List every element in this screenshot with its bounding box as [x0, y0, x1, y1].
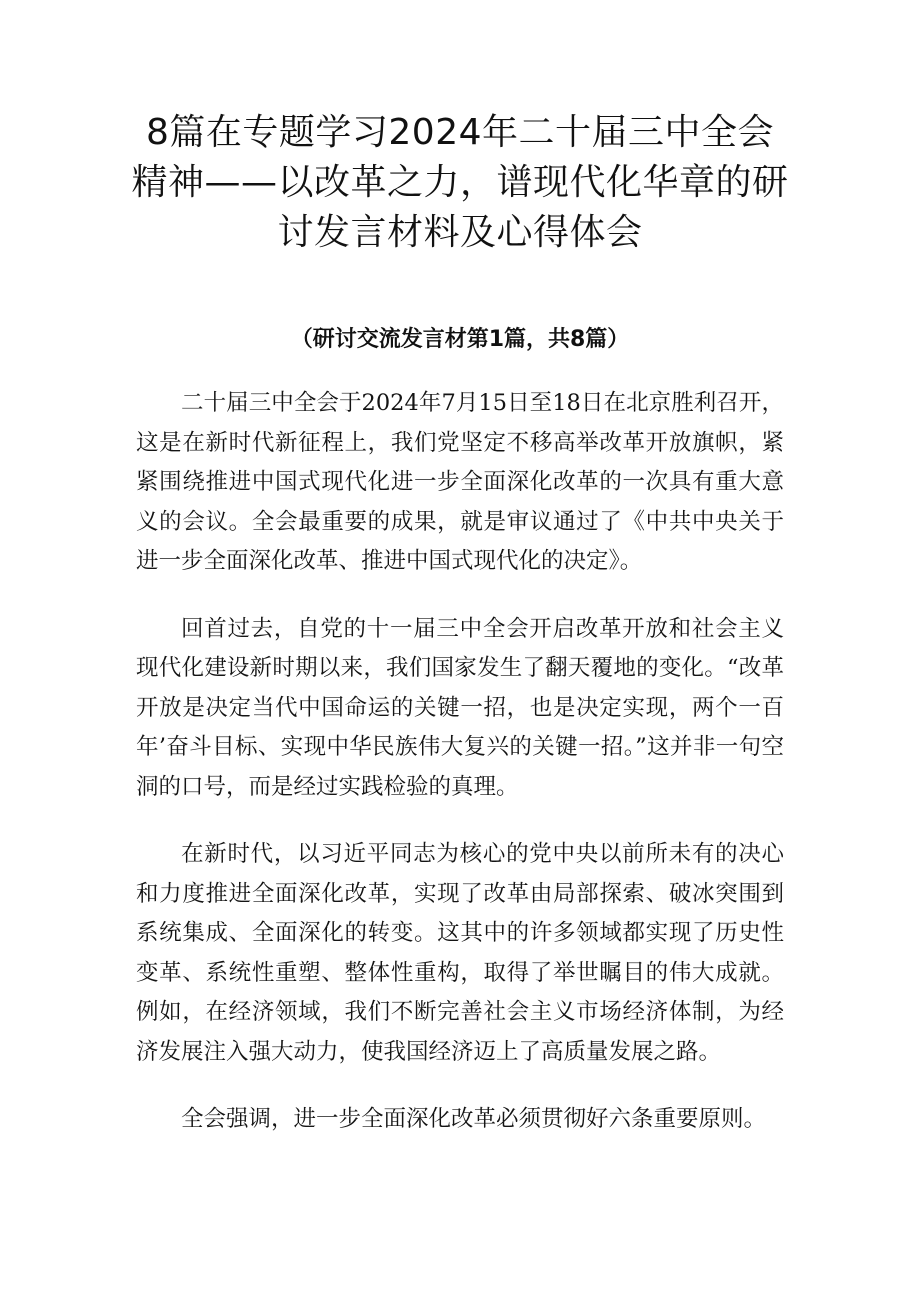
document-title: 8篇在专题学习2024年二十届三中全会精神——以改革之力，谱现代化华章的研讨发言材料及心得体会 [131, 112, 789, 253]
paragraph-3: 在新时代，以习近平同志为核心的党中央以前所未有的决心和力度推进全面深化改革，实现了改革由局部探索、破冰突围到系统集成、全面深化的转变。这其中的许多领域都实现了历史性变革、系统性重塑、整体性重构，取得了举世瞩目的伟大成就。例如，在经济领域，我们不断完善社会主义市场经济体制，为经济发展注入强大动力，使我国经济迈上了高质量发展之路。 [136, 841, 784, 1065]
document-body [136, 384, 784, 1168]
paragraph-2: 回首过去，自党的十一届三中全会开启改革开放和社会主义现代化建设新时期以来，我们国家发生了翻天覆地的变化。“改革开放是决定当代中国命运的关键一招，也是决定实现，两个一百年’奋斗目标、实现中华民族伟大复兴的关键一招。”这并非一句空洞的口号，而是经过实践检验的真理。 [136, 615, 784, 800]
paragraph-1: 二十届三中全会于2024年7月15日至18日在北京胜利召开，这是在新时代新征程上，我们党坚定不移高举改革开放旗帜，紧紧围绕推进中国式现代化进一步全面深化改革的一次具有重大意义的会议。全会最重要的成果，就是审议通过了《中共中央关于进一步全面深化改革、推进中国式现代化的决定》。 [136, 390, 784, 574]
paragraph-4: 全会强调，进一步全面深化改革必须贯彻好六条重要原则。 [181, 1106, 767, 1132]
document-subtitle: （研讨交流发言材第1篇，共8篇） [290, 327, 630, 352]
